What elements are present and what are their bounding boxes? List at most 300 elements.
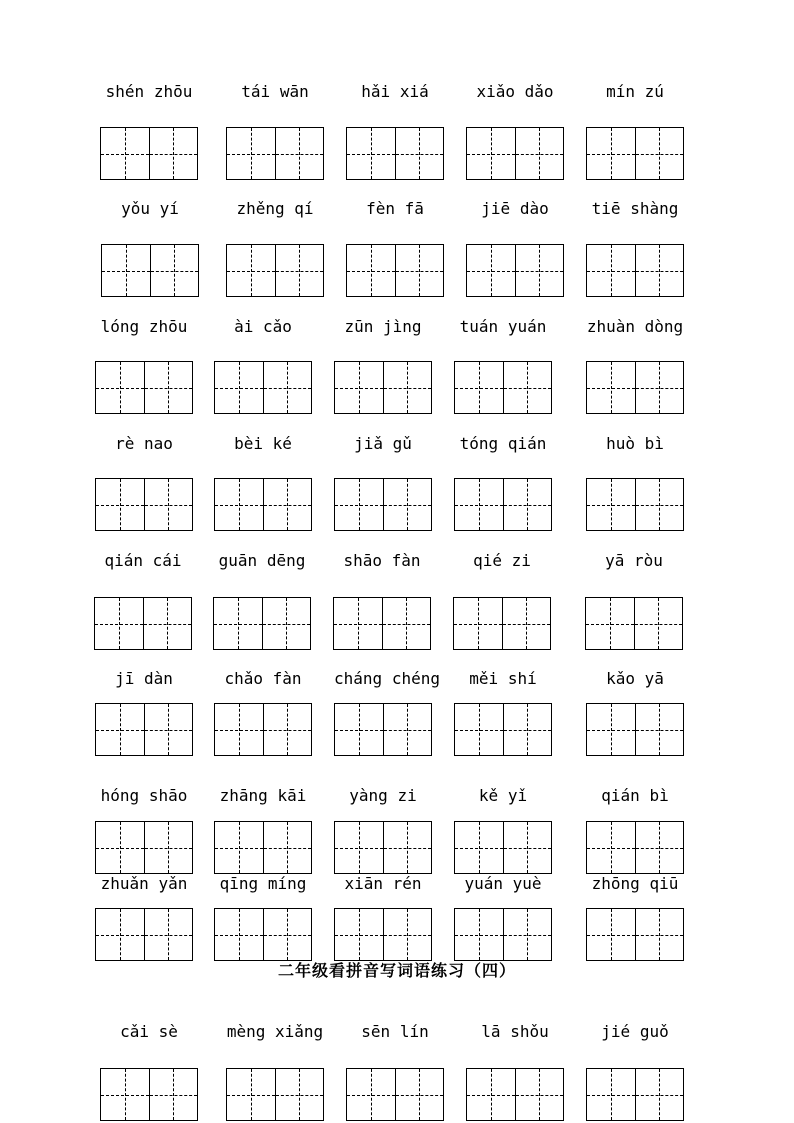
tianzige-box[interactable] xyxy=(586,1068,684,1121)
guide-line-horizontal xyxy=(263,624,311,625)
pinyin-syllable-2: kāi xyxy=(277,786,307,805)
guide-line-horizontal xyxy=(347,271,395,272)
guide-line-horizontal xyxy=(276,271,324,272)
word-item xyxy=(586,315,684,339)
char-cell-left[interactable] xyxy=(96,909,144,960)
pinyin-label xyxy=(333,549,431,573)
tianzige-box[interactable] xyxy=(213,597,311,650)
char-cell-right[interactable] xyxy=(395,128,444,179)
char-cell-right[interactable] xyxy=(635,479,684,530)
tianzige-box[interactable] xyxy=(586,821,684,874)
guide-line-horizontal xyxy=(504,848,552,849)
char-cell-right[interactable] xyxy=(383,362,432,413)
word-item xyxy=(95,872,193,896)
char-cell-right[interactable] xyxy=(635,245,684,296)
guide-line-horizontal xyxy=(636,848,684,849)
char-cell-left[interactable] xyxy=(215,479,263,530)
pinyin-syllable-2: fàn xyxy=(391,551,421,570)
char-cell-right[interactable] xyxy=(263,704,312,755)
tianzige-box[interactable] xyxy=(226,244,324,297)
section-title: 二年级看拼音写词语练习（四） xyxy=(277,961,516,980)
pinyin-label xyxy=(214,784,312,808)
pinyin-syllable-1: lóng xyxy=(100,317,140,336)
char-cell-right[interactable] xyxy=(503,362,552,413)
word-item xyxy=(586,432,684,456)
word-item xyxy=(333,549,431,573)
tianzige-box[interactable] xyxy=(226,1068,324,1121)
tianzige-box[interactable] xyxy=(100,127,198,180)
tianzige-box[interactable] xyxy=(214,703,312,756)
pinyin-label xyxy=(586,1020,684,1044)
char-cell-left[interactable] xyxy=(334,598,382,649)
char-cell-left[interactable] xyxy=(335,822,383,873)
tianzige-box[interactable] xyxy=(586,361,684,414)
char-cell-right[interactable] xyxy=(149,128,198,179)
pinyin-syllable-2: wān xyxy=(279,82,309,101)
guide-line-horizontal xyxy=(587,154,635,155)
char-cell-left[interactable] xyxy=(455,909,503,960)
char-cell-left[interactable] xyxy=(96,704,144,755)
char-cell-left[interactable] xyxy=(101,1069,149,1120)
tianzige-box[interactable] xyxy=(334,478,432,531)
tianzige-box[interactable] xyxy=(466,244,564,297)
char-cell-right[interactable] xyxy=(262,598,311,649)
guide-line-horizontal xyxy=(215,848,263,849)
char-cell-left[interactable] xyxy=(227,245,275,296)
pinyin-syllable-1: mín xyxy=(606,82,635,101)
char-cell-left[interactable] xyxy=(215,822,263,873)
char-cell-left[interactable] xyxy=(454,598,502,649)
char-cell-left[interactable] xyxy=(214,598,262,649)
char-cell-right[interactable] xyxy=(144,362,193,413)
char-cell-right[interactable] xyxy=(144,479,193,530)
tianzige-box[interactable] xyxy=(95,361,193,414)
tianzige-box[interactable] xyxy=(334,821,432,874)
pinyin-syllable-2: xiǎng xyxy=(275,1022,324,1041)
char-cell-left[interactable] xyxy=(347,128,395,179)
guide-line-horizontal xyxy=(586,624,634,625)
pinyin-syllable-1: kě xyxy=(478,786,499,805)
guide-line-horizontal xyxy=(384,730,432,731)
char-cell-left[interactable] xyxy=(467,245,515,296)
pinyin-syllable-1: kǎo xyxy=(606,669,635,688)
guide-line-horizontal xyxy=(145,730,193,731)
guide-line-horizontal xyxy=(276,154,324,155)
word-item xyxy=(95,315,193,339)
char-cell-left[interactable] xyxy=(96,822,144,873)
char-cell-left[interactable] xyxy=(587,822,635,873)
pinyin-label xyxy=(334,784,432,808)
guide-line-horizontal xyxy=(587,730,635,731)
guide-line-horizontal xyxy=(467,1095,515,1096)
tianzige-box[interactable] xyxy=(466,127,564,180)
tianzige-box[interactable] xyxy=(100,1068,198,1121)
char-cell-left[interactable] xyxy=(101,128,149,179)
char-cell-left[interactable] xyxy=(335,362,383,413)
pinyin-syllable-2: yā xyxy=(644,669,664,688)
pinyin-label xyxy=(334,315,432,339)
pinyin-syllable-2: guǒ xyxy=(639,1022,669,1041)
pinyin-syllable-2: zi xyxy=(511,551,531,570)
pinyin-syllable-2: xiá xyxy=(399,82,429,101)
pinyin-label xyxy=(454,315,552,339)
guide-line-horizontal xyxy=(264,505,312,506)
tianzige-box[interactable] xyxy=(334,908,432,961)
pinyin-syllable-1: guān xyxy=(218,551,258,570)
char-cell-left[interactable] xyxy=(215,362,263,413)
pinyin-label xyxy=(214,667,312,691)
word-item xyxy=(586,667,684,691)
char-cell-left[interactable] xyxy=(102,245,150,296)
pinyin-syllable-2: rén xyxy=(392,874,422,893)
pinyin-syllable-1: tái xyxy=(241,82,271,101)
tianzige-box[interactable] xyxy=(214,478,312,531)
pinyin-label xyxy=(94,549,192,573)
pinyin-syllable-2: nao xyxy=(144,434,173,453)
char-cell-left[interactable] xyxy=(587,704,635,755)
guide-line-horizontal xyxy=(504,935,552,936)
pinyin-syllable-1: zhuǎn xyxy=(100,874,149,893)
char-cell-right[interactable] xyxy=(635,822,684,873)
char-cell-left[interactable] xyxy=(455,704,503,755)
tianzige-box[interactable] xyxy=(95,908,193,961)
tianzige-box[interactable] xyxy=(94,597,192,650)
guide-line-horizontal xyxy=(396,271,444,272)
pinyin-syllable-2: qián xyxy=(507,434,547,453)
char-cell-left[interactable] xyxy=(587,245,635,296)
pinyin-label xyxy=(453,549,551,573)
guide-line-horizontal xyxy=(636,154,684,155)
tianzige-box[interactable] xyxy=(454,478,552,531)
char-cell-left[interactable] xyxy=(587,479,635,530)
tianzige-box[interactable] xyxy=(453,597,551,650)
guide-line-horizontal xyxy=(504,505,552,506)
tianzige-box[interactable] xyxy=(95,703,193,756)
pinyin-label xyxy=(213,549,311,573)
pinyin-syllable-1: hóng xyxy=(100,786,140,805)
pinyin-label xyxy=(466,1020,564,1044)
pinyin-syllable-1: yuán xyxy=(464,874,503,893)
pinyin-syllable-1: zūn xyxy=(344,317,374,336)
char-cell-right[interactable] xyxy=(503,822,552,873)
char-cell-right[interactable] xyxy=(503,704,552,755)
pinyin-syllable-1: tiē xyxy=(591,199,621,218)
char-cell-right[interactable] xyxy=(515,128,564,179)
char-cell-right[interactable] xyxy=(275,1069,324,1120)
char-cell-right[interactable] xyxy=(143,598,192,649)
guide-line-horizontal xyxy=(335,935,383,936)
char-cell-right[interactable] xyxy=(263,822,312,873)
guide-line-horizontal xyxy=(384,848,432,849)
pinyin-syllable-2: fàn xyxy=(272,669,302,688)
pinyin-label xyxy=(334,667,440,691)
word-item xyxy=(226,197,324,221)
tianzige-box[interactable] xyxy=(334,703,432,756)
char-cell-right[interactable] xyxy=(144,909,193,960)
tianzige-box[interactable] xyxy=(95,478,193,531)
word-item xyxy=(334,667,440,691)
guide-line-horizontal xyxy=(587,848,635,849)
tianzige-box[interactable] xyxy=(586,244,684,297)
char-cell-left[interactable] xyxy=(467,128,515,179)
guide-line-horizontal xyxy=(264,388,312,389)
char-cell-right[interactable] xyxy=(635,909,684,960)
pinyin-syllable-1: huò xyxy=(606,434,635,453)
guide-line-horizontal xyxy=(396,154,444,155)
pinyin-label xyxy=(100,1020,198,1044)
word-item xyxy=(454,667,552,691)
pinyin-label xyxy=(586,784,684,808)
word-item xyxy=(94,549,192,573)
tianzige-box[interactable] xyxy=(466,1068,564,1121)
pinyin-syllable-2: yí xyxy=(159,199,179,218)
tianzige-box[interactable] xyxy=(454,361,552,414)
guide-line-horizontal xyxy=(636,1095,684,1096)
word-item xyxy=(586,872,684,896)
pinyin-syllable-2: zhōu xyxy=(148,317,188,336)
pinyin-syllable-2: qiū xyxy=(649,874,679,893)
pinyin-syllable-2: shāo xyxy=(148,786,188,805)
pinyin-syllable-1: zhěng xyxy=(236,199,285,218)
word-item xyxy=(334,315,432,339)
pinyin-syllable-2: jìng xyxy=(383,317,422,336)
char-cell-left[interactable] xyxy=(587,362,635,413)
char-cell-right[interactable] xyxy=(275,128,324,179)
char-cell-right[interactable] xyxy=(635,1069,684,1120)
char-cell-left[interactable] xyxy=(587,909,635,960)
pinyin-label xyxy=(586,315,684,339)
tianzige-box[interactable] xyxy=(346,127,444,180)
pinyin-syllable-1: rè xyxy=(115,434,135,453)
char-cell-left[interactable] xyxy=(347,245,395,296)
pinyin-label xyxy=(586,432,684,456)
pinyin-label xyxy=(586,197,684,221)
tianzige-box[interactable] xyxy=(586,478,684,531)
guide-line-horizontal xyxy=(215,730,263,731)
guide-line-horizontal xyxy=(455,848,503,849)
char-cell-left[interactable] xyxy=(335,909,383,960)
char-cell-left[interactable] xyxy=(347,1069,395,1120)
char-cell-left[interactable] xyxy=(227,128,275,179)
tianzige-box[interactable] xyxy=(226,127,324,180)
pinyin-label xyxy=(226,80,324,104)
tianzige-box[interactable] xyxy=(454,703,552,756)
pinyin-label xyxy=(334,872,432,896)
tianzige-box[interactable] xyxy=(333,597,431,650)
guide-line-horizontal xyxy=(516,1095,564,1096)
guide-line-horizontal xyxy=(503,624,551,625)
pinyin-syllable-1: chǎo xyxy=(224,669,263,688)
guide-line-horizontal xyxy=(455,730,503,731)
guide-line-horizontal xyxy=(516,154,564,155)
char-cell-right[interactable] xyxy=(149,1069,198,1120)
char-cell-right[interactable] xyxy=(515,245,564,296)
pinyin-syllable-1: jiē xyxy=(481,199,511,218)
char-cell-left[interactable] xyxy=(215,909,263,960)
char-cell-right[interactable] xyxy=(383,822,432,873)
guide-line-horizontal xyxy=(264,848,312,849)
char-cell-right[interactable] xyxy=(515,1069,564,1120)
char-cell-right[interactable] xyxy=(635,362,684,413)
pinyin-syllable-1: zhōng xyxy=(591,874,640,893)
char-cell-left[interactable] xyxy=(587,1069,635,1120)
word-item xyxy=(101,197,199,221)
char-cell-right[interactable] xyxy=(635,128,684,179)
char-cell-right[interactable] xyxy=(263,362,312,413)
tianzige-box[interactable] xyxy=(586,127,684,180)
guide-line-horizontal xyxy=(264,730,312,731)
pinyin-syllable-2: bì xyxy=(649,786,669,805)
pinyin-label xyxy=(214,432,312,456)
pinyin-syllable-1: yǒu xyxy=(121,199,150,218)
pinyin-label xyxy=(346,197,444,221)
char-cell-left[interactable] xyxy=(95,598,143,649)
guide-line-horizontal xyxy=(150,1095,198,1096)
pinyin-syllable-2: dòng xyxy=(644,317,684,336)
pinyin-syllable-2: dàn xyxy=(144,669,173,688)
word-item xyxy=(95,784,193,808)
tianzige-box[interactable] xyxy=(454,908,552,961)
tianzige-box[interactable] xyxy=(101,244,199,297)
word-item xyxy=(214,784,312,808)
guide-line-horizontal xyxy=(384,388,432,389)
pinyin-syllable-2: zú xyxy=(644,82,664,101)
char-cell-right[interactable] xyxy=(383,704,432,755)
guide-line-horizontal xyxy=(96,848,144,849)
pinyin-syllable-2: gǔ xyxy=(392,434,412,453)
word-item xyxy=(466,80,564,104)
pinyin-label xyxy=(586,872,684,896)
guide-line-horizontal xyxy=(101,1095,149,1096)
tianzige-box[interactable] xyxy=(214,908,312,961)
char-cell-right[interactable] xyxy=(503,479,552,530)
word-item xyxy=(213,549,311,573)
guide-line-horizontal xyxy=(96,935,144,936)
char-cell-left[interactable] xyxy=(215,704,263,755)
pinyin-syllable-1: xiān xyxy=(344,874,383,893)
char-cell-right[interactable] xyxy=(634,598,683,649)
guide-line-horizontal xyxy=(455,935,503,936)
guide-line-horizontal xyxy=(150,154,198,155)
pinyin-syllable-2: sè xyxy=(158,1022,178,1041)
pinyin-label xyxy=(95,667,193,691)
char-cell-left[interactable] xyxy=(586,598,634,649)
guide-line-horizontal xyxy=(264,935,312,936)
char-cell-left[interactable] xyxy=(96,362,144,413)
pinyin-label xyxy=(466,80,564,104)
char-cell-left[interactable] xyxy=(467,1069,515,1120)
char-cell-right[interactable] xyxy=(503,909,552,960)
guide-line-horizontal xyxy=(227,1095,275,1096)
char-cell-left[interactable] xyxy=(455,822,503,873)
tianzige-box[interactable] xyxy=(334,361,432,414)
char-cell-right[interactable] xyxy=(263,479,312,530)
char-cell-right[interactable] xyxy=(263,909,312,960)
guide-line-horizontal xyxy=(95,624,143,625)
tianzige-box[interactable] xyxy=(95,821,193,874)
word-item xyxy=(346,1020,444,1044)
tianzige-box[interactable] xyxy=(586,908,684,961)
guide-line-horizontal xyxy=(396,1095,444,1096)
guide-line-horizontal xyxy=(636,505,684,506)
tianzige-box[interactable] xyxy=(585,597,683,650)
tianzige-box[interactable] xyxy=(346,1068,444,1121)
tianzige-box[interactable] xyxy=(214,361,312,414)
word-item xyxy=(346,80,444,104)
char-cell-right[interactable] xyxy=(635,704,684,755)
guide-line-horizontal xyxy=(587,271,635,272)
pinyin-syllable-1: tóng xyxy=(459,434,499,453)
guide-line-horizontal xyxy=(516,271,564,272)
char-cell-right[interactable] xyxy=(502,598,551,649)
word-item xyxy=(214,315,312,339)
char-cell-right[interactable] xyxy=(275,245,324,296)
char-cell-right[interactable] xyxy=(144,704,193,755)
pinyin-label xyxy=(466,197,564,221)
guide-line-horizontal xyxy=(145,505,193,506)
pinyin-syllable-2: shǒu xyxy=(510,1022,549,1041)
guide-line-horizontal xyxy=(587,388,635,389)
char-cell-right[interactable] xyxy=(150,245,199,296)
pinyin-syllable-2: chéng xyxy=(391,669,440,688)
guide-line-horizontal xyxy=(384,505,432,506)
word-item xyxy=(586,197,684,221)
pinyin-label xyxy=(214,315,312,339)
char-cell-right[interactable] xyxy=(382,598,431,649)
char-cell-right[interactable] xyxy=(395,245,444,296)
pinyin-syllable-2: lín xyxy=(399,1022,429,1041)
char-cell-left[interactable] xyxy=(96,479,144,530)
word-item xyxy=(214,432,312,456)
pinyin-syllable-1: tuán xyxy=(459,317,499,336)
word-item xyxy=(226,80,324,104)
pinyin-syllable-1: hǎi xyxy=(361,82,391,101)
char-cell-left[interactable] xyxy=(587,128,635,179)
guide-line-horizontal xyxy=(587,505,635,506)
char-cell-left[interactable] xyxy=(455,479,503,530)
word-item xyxy=(334,432,432,456)
pinyin-syllable-2: shí xyxy=(507,669,537,688)
tianzige-box[interactable] xyxy=(454,821,552,874)
word-item xyxy=(100,80,198,104)
tianzige-box[interactable] xyxy=(346,244,444,297)
char-cell-right[interactable] xyxy=(383,909,432,960)
pinyin-label xyxy=(585,549,683,573)
char-cell-right[interactable] xyxy=(395,1069,444,1120)
guide-line-horizontal xyxy=(455,505,503,506)
word-item xyxy=(453,549,551,573)
pinyin-syllable-2: míng xyxy=(267,874,307,893)
pinyin-syllable-2: zhōu xyxy=(153,82,193,101)
char-cell-right[interactable] xyxy=(144,822,193,873)
word-item xyxy=(334,872,432,896)
tianzige-box[interactable] xyxy=(214,821,312,874)
pinyin-label xyxy=(586,80,684,104)
pinyin-label xyxy=(226,197,324,221)
pinyin-syllable-1: měi xyxy=(469,669,499,688)
char-cell-left[interactable] xyxy=(335,479,383,530)
pinyin-syllable-1: qié xyxy=(473,551,502,570)
tianzige-box[interactable] xyxy=(586,703,684,756)
guide-line-horizontal xyxy=(96,505,144,506)
pinyin-syllable-1: yàng xyxy=(349,786,388,805)
char-cell-right[interactable] xyxy=(383,479,432,530)
char-cell-left[interactable] xyxy=(455,362,503,413)
char-cell-left[interactable] xyxy=(335,704,383,755)
char-cell-left[interactable] xyxy=(227,1069,275,1120)
pinyin-label xyxy=(454,432,552,456)
pinyin-syllable-1: shén xyxy=(105,82,145,101)
